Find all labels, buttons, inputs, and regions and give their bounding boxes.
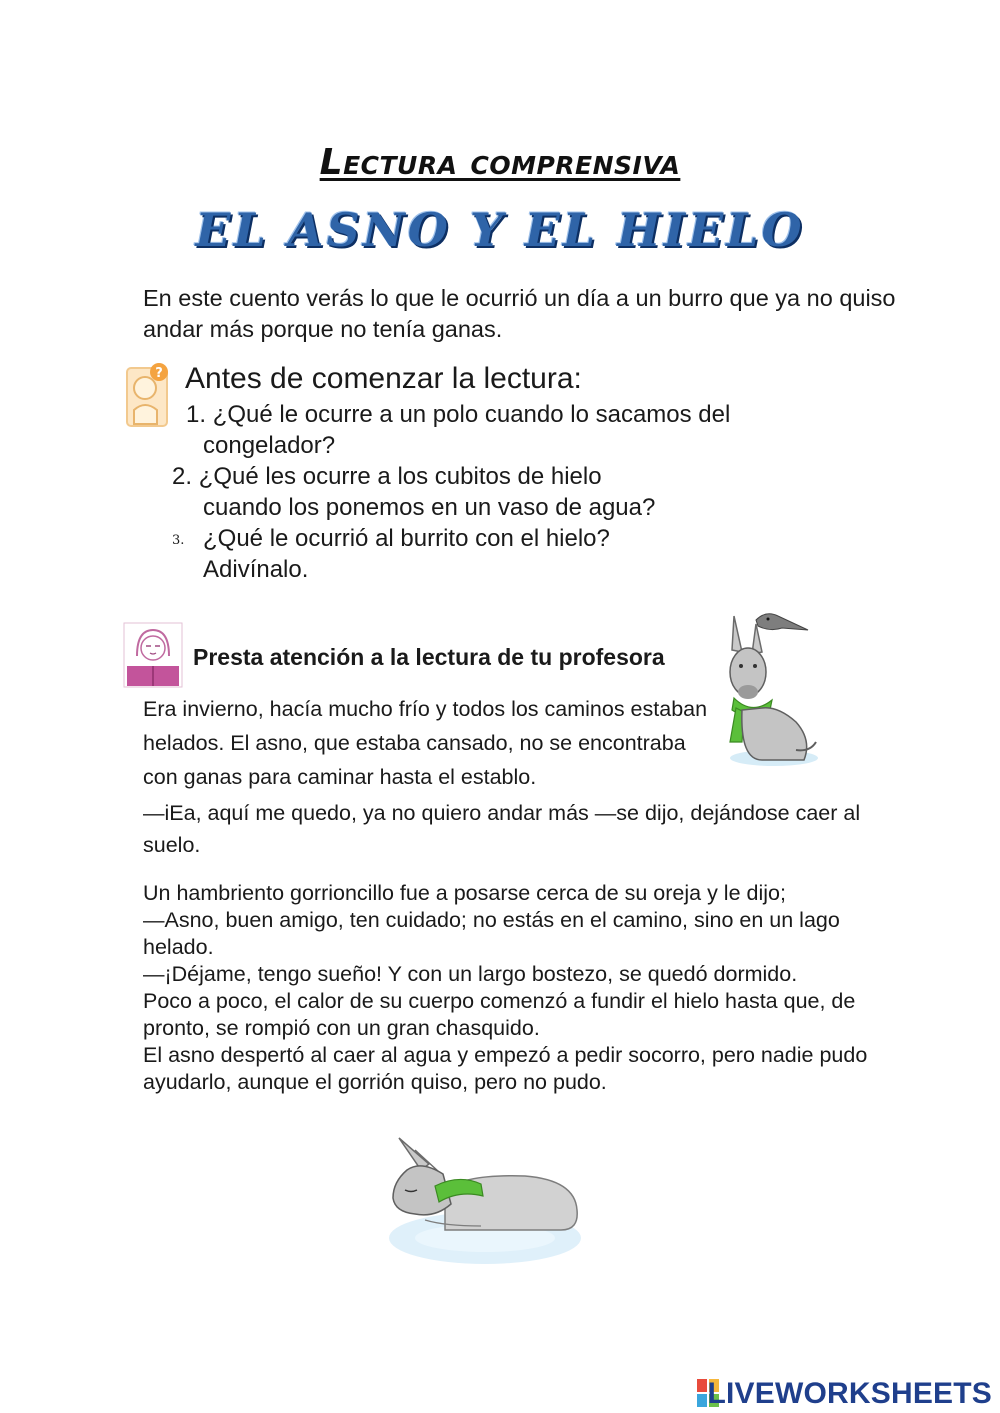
question-2-number: 2. bbox=[172, 463, 193, 490]
story-paragraph-1: Era invierno, hacía mucho frío y todos los caminos estaban helados. El asno, que estaba cansado, no se encontraba con ganas para caminar hasta el establo. bbox=[143, 697, 708, 789]
donkey-with-bird-illustration bbox=[712, 610, 822, 770]
story-line-4: Poco a poco, el calor de su cuerpo comenzó a fundir el hielo hasta que, de pronto, se rompió con un gran chasquido. bbox=[143, 989, 856, 1040]
question-3-number: 3. bbox=[172, 533, 185, 548]
before-reading-heading: Antes de comenzar la lectura: bbox=[185, 362, 582, 395]
liveworksheets-brand[interactable]: LIVEWORKSHEETS bbox=[707, 1377, 992, 1410]
story-line-3: —¡Déjame, tengo sueño! Y con un largo bostezo, se quedó dormido. bbox=[143, 962, 798, 986]
story-line-1: Un hambriento gorrioncillo fue a posarse cerca de su oreja y le dijo; bbox=[143, 881, 786, 905]
story-paragraph-3 bbox=[143, 880, 903, 1096]
question-1-continuation: congelador? bbox=[203, 432, 336, 459]
story-paragraph-2: —iEa, aquí me quedo, ya no quiero andar más —se dijo, dejándose caer al suelo. bbox=[143, 801, 861, 857]
svg-text:?: ? bbox=[155, 366, 163, 381]
sleeping-donkey-illustration bbox=[385, 1130, 585, 1270]
question-1-text: ¿Qué le ocurre a un polo cuando lo sacamos del bbox=[212, 401, 731, 428]
thinking-child-icon bbox=[125, 362, 173, 428]
story-line-2: —Asno, buen amigo, ten cuidado; no estás en el camino, sino en un lago helado. bbox=[143, 908, 840, 959]
question-2-text: ¿Qué les ocurre a los cubitos de hielo bbox=[198, 463, 602, 490]
question-1 bbox=[186, 399, 730, 430]
question-1-number: 1. bbox=[186, 401, 207, 428]
intro-text: En este cuento verás lo que le ocurrió un día a un burro que ya no quiso andar más porque no tenía ganas. bbox=[143, 285, 896, 342]
story-title: EL ASNO Y EL HIELO bbox=[195, 203, 805, 257]
reading-girl-icon bbox=[123, 622, 183, 688]
worksheet-kicker: Lectura comprensiva bbox=[319, 142, 681, 183]
reading-heading: Presta atención a la lectura de tu profesora bbox=[193, 644, 665, 670]
question-3-text: ¿Qué le ocurrió al burrito con el hielo? bbox=[203, 525, 610, 552]
question-2 bbox=[172, 461, 602, 492]
story-line-5: El asno despertó al caer al agua y empezó a pedir socorro, pero nadie pudo ayudarlo, aunque el gorrión quiso, pero no pudo. bbox=[143, 1043, 868, 1094]
question-2-continuation: cuando los ponemos en un vaso de agua? bbox=[203, 494, 656, 521]
question-3-continuation: Adivínalo. bbox=[203, 556, 309, 583]
